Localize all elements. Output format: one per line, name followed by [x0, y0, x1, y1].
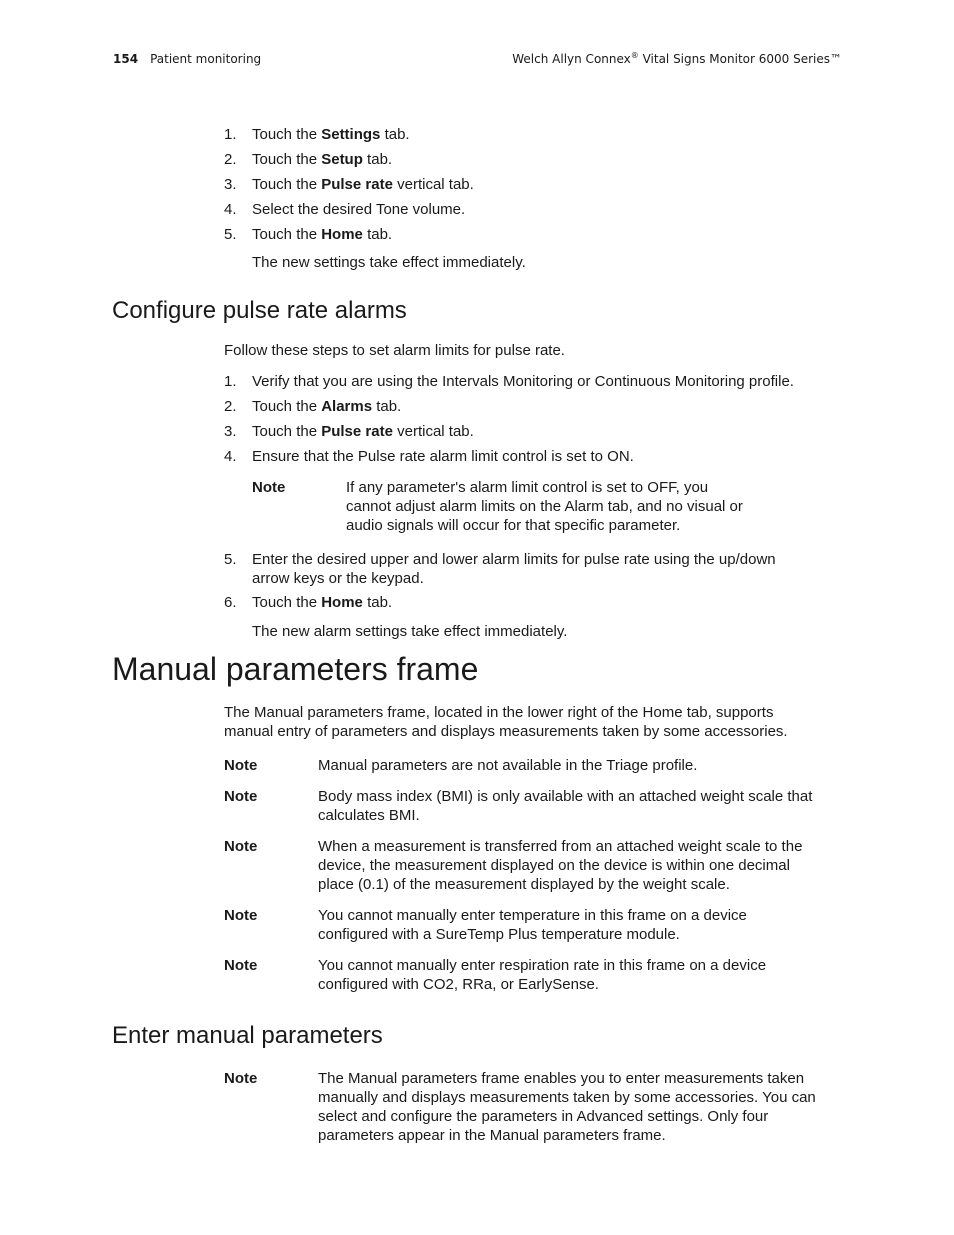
note-text: Body mass index (BMI) is only available with an attached weight scale that calculates BMI.	[318, 788, 813, 824]
section-intro: The Manual parameters frame, located in the lower right of the Home tab, supports manual entry of parameters and displays measurements taken by some accessories.	[224, 704, 788, 740]
note-label: Note	[224, 957, 258, 974]
header-left	[113, 51, 261, 67]
note-label: Note	[224, 788, 258, 805]
page-number: 154	[113, 52, 139, 66]
note-text: When a measurement is transferred from an attached weight scale to the device, the measurement displayed on the device is within one decimal place (0.1) of the measurement displayed by the weight scale.	[318, 838, 803, 893]
note-label: Note	[224, 1070, 258, 1087]
note-label: Note	[224, 907, 258, 924]
header-product	[512, 51, 842, 67]
note-text: Manual parameters are not available in the Triage profile.	[318, 757, 698, 774]
note-text: The Manual parameters frame enables you to enter measurements taken manually and displays measurements taken by some accessories. You can select and configure the parameters in Advanced settings. Only four parameters appear in the Manual parameters frame.	[318, 1070, 816, 1144]
product-series: Vital Signs Monitor 6000 Series™	[638, 52, 842, 66]
note-text: You cannot manually enter respiration rate in this frame on a device configured with CO2, RRa, or EarlySense.	[318, 957, 767, 993]
section-heading: Enter manual parameters	[112, 1022, 383, 1049]
note-label: Note	[224, 838, 258, 855]
note-text: You cannot manually enter temperature in this frame on a device configured with a SureTemp Plus temperature module.	[318, 907, 747, 943]
step-result: The new alarm settings take effect immediately.	[252, 623, 568, 640]
section-heading: Configure pulse rate alarms	[112, 297, 407, 324]
document-page: 154 Patient monitoring Welch Allyn Connex® Vital Signs Monitor 6000 Series™ 1. Touch the Settings tab. 2. Touch the Setup tab. 3. Touch the Pulse rate vertical tab. 4. Select the desired Tone volume. 5. Touch the Home tab. The new settings take effect immediately. Configure pulse rate alarms Follow these steps to set alarm limits for pulse rate. 1. Verify that you are using the Intervals Monitoring or Continuous Monitoring profile. 2. Touch the Alarms tab. 3. Touch the Pulse rate vertical tab. 4. Ensure that the Pulse rate alarm limit control is set to ON. Note If any parameter's alarm limit control is set to OFF, you cannot adjust alarm limits on the Alarm tab, and no visual or audio signals will occur for that specific parameter. 5. Enter the desired upper and lower alarm limits for pulse rate using the up/down arrow keys or the keypad. 6. Touch the Home tab. The new alarm settings take effect immediately. Manual parameters frame The Manual parameters frame, located in the lower right of the Home tab, supports manual entry of parameters and displays measurements taken by some accessories. Note Manual parameters are not available in the Triage profile. Note Body mass index (BMI) is only available with an attached weight scale that calculates BMI. Note When a measurement is transferred from an attached weight scale to the device, the measurement displayed on the device is within one decimal place (0.1) of the measurement displayed by the weight scale. Note You cannot manually enter temperature in this frame on a device configured with a SureTemp Plus temperature module. Note You cannot manually enter respiration rate in this frame on a device configured with CO2, RRa, or EarlySense. Enter manual parameters Note The Manual parameters frame enables you to enter measurements taken manually and displays measurements taken by some accessories. You can select and configure the parameters in Advanced settings. Only four parameters appear in the Manual parameters frame.	[112, 51, 842, 1144]
note-text: If any parameter's alarm limit control is set to OFF, you cannot adjust alarm limits on the Alarm tab, and no visual or audio signals will occur for that specific parameter.	[346, 479, 743, 534]
header-section: Patient monitoring	[150, 52, 262, 66]
page-title: Manual parameters frame	[112, 651, 479, 687]
note-label: Note	[252, 479, 286, 496]
product-name: Welch Allyn Connex	[512, 52, 631, 66]
step-result: The new settings take effect immediately.	[252, 254, 526, 271]
registered-mark: ®	[630, 51, 639, 60]
section-intro: Follow these steps to set alarm limits for pulse rate.	[224, 342, 565, 359]
running-header	[113, 51, 842, 67]
note-label: Note	[224, 757, 258, 774]
